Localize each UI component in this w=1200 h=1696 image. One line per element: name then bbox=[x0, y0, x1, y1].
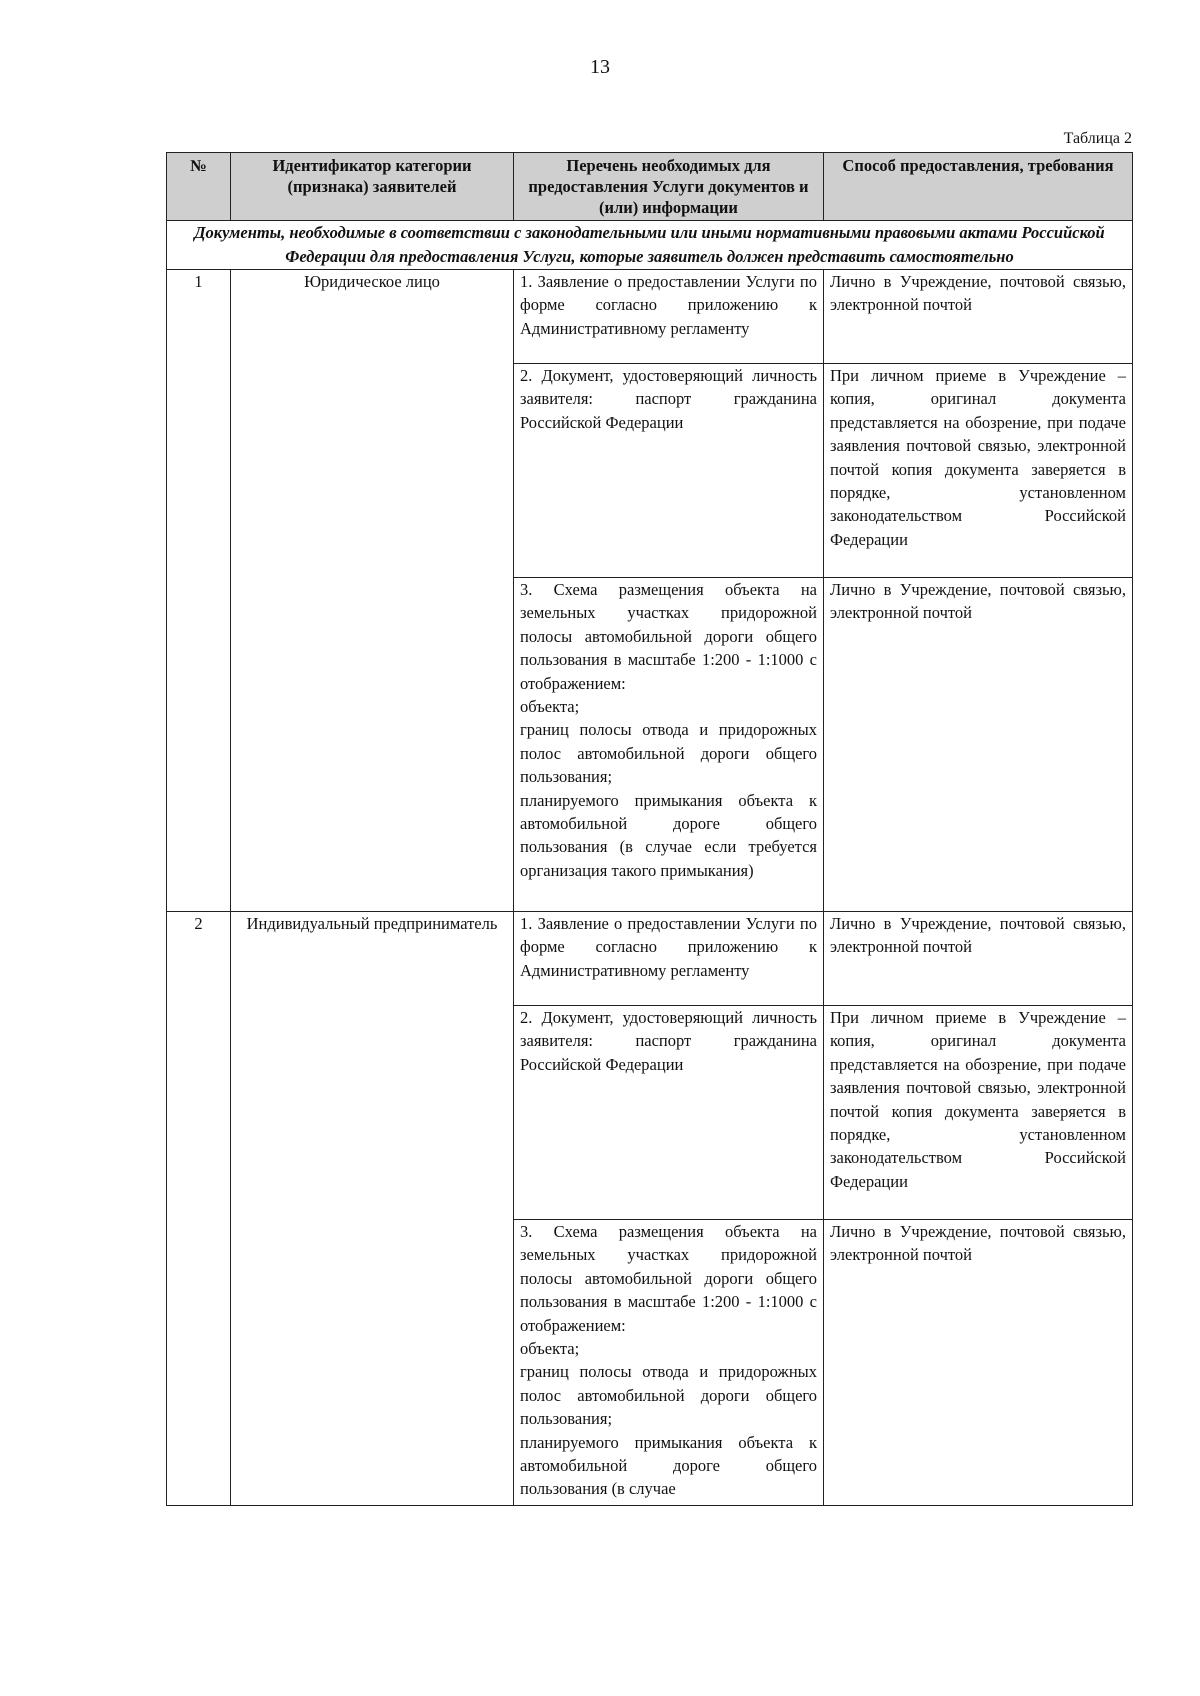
submission-method: Лично в Учреждение, почтовой связью, электронной почтой bbox=[824, 912, 1133, 1006]
header-method: Способ предоставления, требования bbox=[824, 153, 1133, 221]
document-text: 2. Документ, удостоверяющий личность заявителя: паспорт гражданина Российской Федерации bbox=[520, 366, 817, 432]
document-text: 1. Заявление о предоставлении Услуги по форме согласно приложению к Административному регламенту bbox=[520, 272, 817, 338]
applicant-category: Юридическое лицо bbox=[231, 270, 514, 912]
document-text: границ полосы отвода и придорожных полос автомобильной дороги общего пользования; bbox=[520, 720, 817, 787]
document-item bbox=[514, 270, 824, 364]
header-num: № bbox=[167, 153, 231, 221]
submission-method: При личном приеме в Учреждение – копия, оригинал документа представляется на обозрение, при подаче заявления почтовой связью, электронной почтой копия документа заверяется в порядке, установленном законодательством Российской Федерации bbox=[824, 1006, 1133, 1220]
table-row bbox=[167, 270, 1133, 364]
table-caption: Таблица 2 bbox=[1063, 130, 1132, 147]
header-documents: Перечень необходимых для предоставления Услуги документов и (или) информации bbox=[514, 153, 824, 221]
submission-method: Лично в Учреждение, почтовой связью, электронной почтой bbox=[824, 270, 1133, 364]
page-number: 13 bbox=[590, 56, 610, 78]
document-item bbox=[514, 912, 824, 1006]
applicant-category: Индивидуальный предприниматель bbox=[231, 912, 514, 1506]
document-item bbox=[514, 1220, 824, 1506]
document-item bbox=[514, 578, 824, 912]
document-text: планируемого примыкания объекта к автомобильной дороге общего пользования (в случае bbox=[520, 1432, 817, 1499]
submission-method: При личном приеме в Учреждение – копия, оригинал документа представляется на обозрение, при подаче заявления почтовой связью, электронной почтой копия документа заверяется в порядке, установленном законодательством Российской Федерации bbox=[824, 364, 1133, 578]
document-item bbox=[514, 1006, 824, 1220]
section-row bbox=[167, 221, 1133, 270]
document-text: 3. Схема размещения объекта на земельных участках придорожной полосы автомобильной дороги общего пользования в масштабе 1:200 - 1:1000 с отображением: bbox=[520, 580, 817, 693]
document-text: объекта; bbox=[520, 1339, 580, 1359]
row-number: 2 bbox=[167, 912, 231, 1506]
submission-method: Лично в Учреждение, почтовой связью, электронной почтой bbox=[824, 1220, 1133, 1506]
document-text: объекта; bbox=[520, 697, 580, 717]
row-number: 1 bbox=[167, 270, 231, 912]
section-title: Документы, необходимые в соответствии с законодательными или иными нормативными правовыми актами Российской Федерации для предоставления Услуги, которые заявитель должен представить самостоятельно bbox=[167, 221, 1133, 270]
document-text: 2. Документ, удостоверяющий личность заявителя: паспорт гражданина Российской Федерации bbox=[520, 1008, 817, 1074]
document-item bbox=[514, 364, 824, 578]
document-text: 3. Схема размещения объекта на земельных участках придорожной полосы автомобильной дороги общего пользования в масштабе 1:200 - 1:1000 с отображением: bbox=[520, 1222, 817, 1335]
table-row bbox=[167, 912, 1133, 1006]
header-category: Идентификатор категории (признака) заявителей bbox=[231, 153, 514, 221]
document-text: 1. Заявление о предоставлении Услуги по форме согласно приложению к Административному регламенту bbox=[520, 914, 817, 980]
table-header-row bbox=[167, 153, 1133, 221]
submission-method: Лично в Учреждение, почтовой связью, электронной почтой bbox=[824, 578, 1133, 912]
document-text: границ полосы отвода и придорожных полос автомобильной дороги общего пользования; bbox=[520, 1362, 817, 1429]
document-text: планируемого примыкания объекта к автомобильной дороге общего пользования (в случае если требуется организация такого примыкания) bbox=[520, 790, 817, 880]
documents-table bbox=[166, 152, 1133, 1506]
